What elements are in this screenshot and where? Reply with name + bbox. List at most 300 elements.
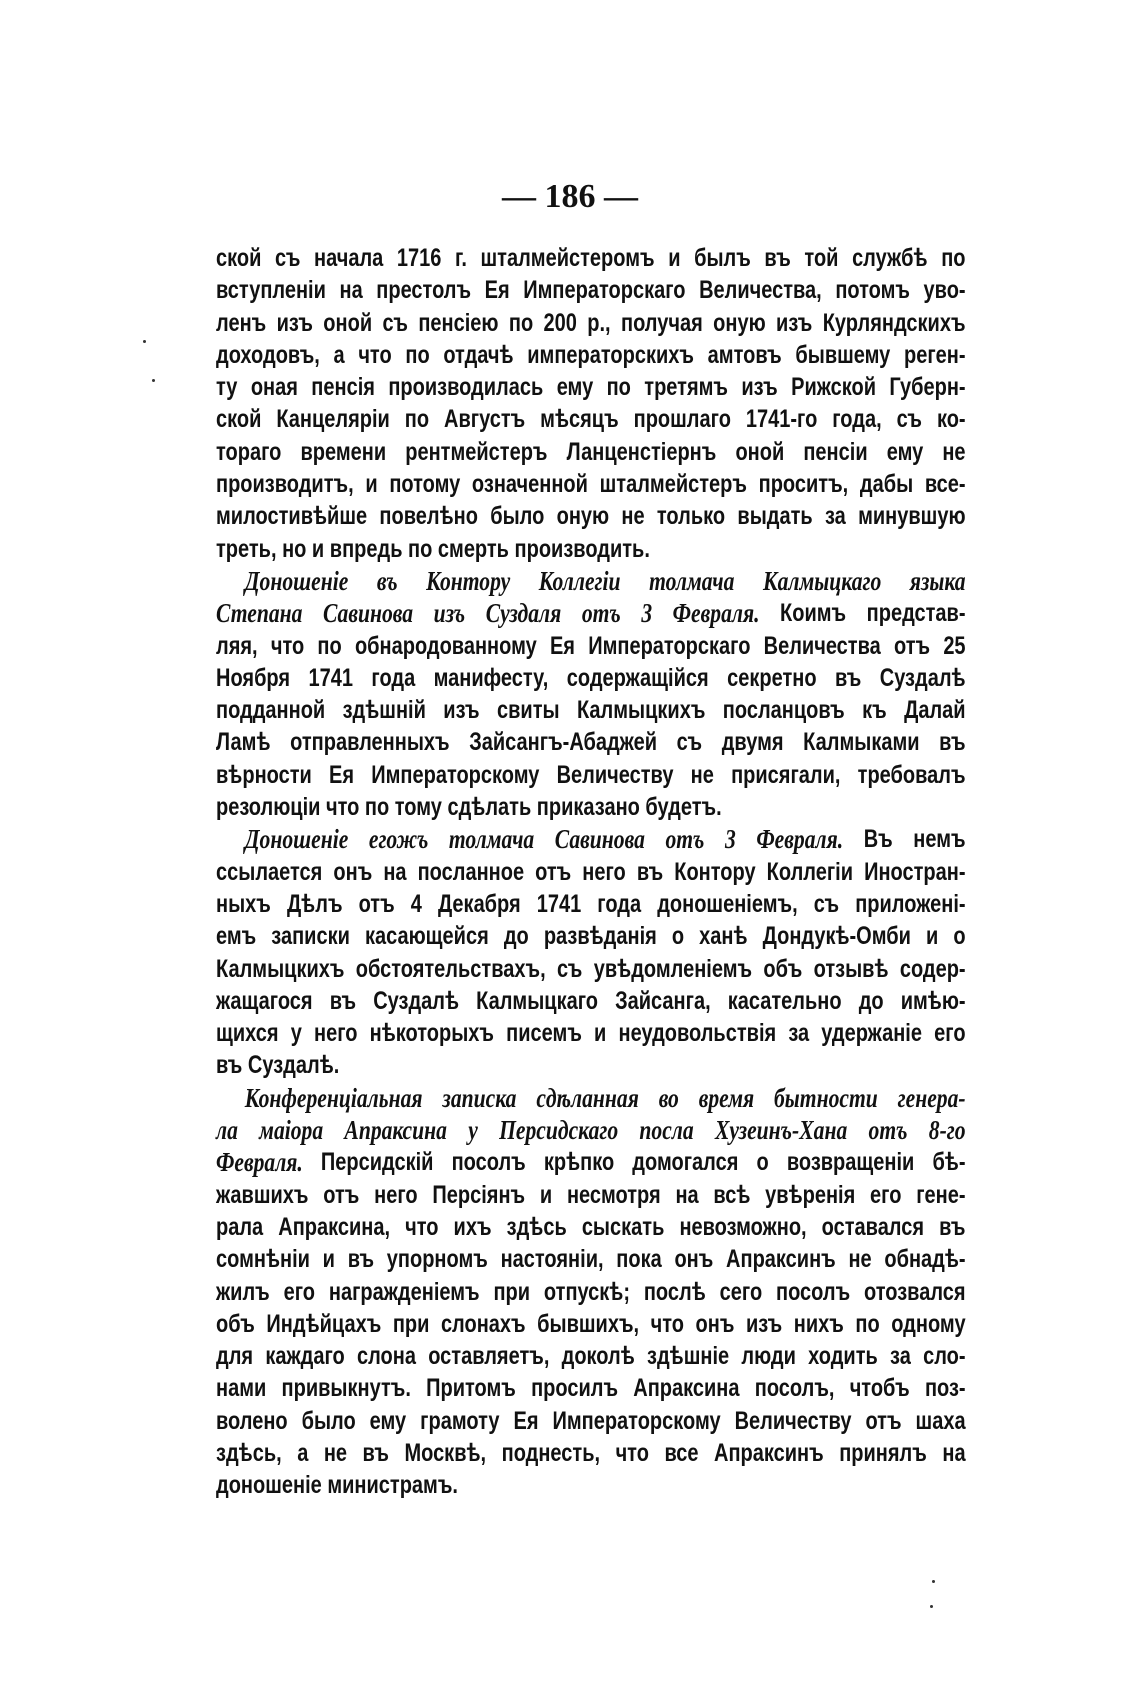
text-line-content [216, 1308, 966, 1340]
word: Савинова [554, 824, 645, 855]
word: нихъ [793, 1309, 844, 1338]
word: шталмейстеромъ [480, 244, 655, 272]
text-line-content [216, 726, 966, 758]
word: него [314, 1019, 358, 1048]
word: присягали, [731, 760, 841, 789]
scan-speck [143, 340, 146, 343]
word: возвращеніи [786, 1148, 915, 1177]
word: сыскать [581, 1212, 665, 1241]
word: бытности [774, 1082, 878, 1113]
word: оную [713, 308, 766, 337]
text-line-content [216, 500, 966, 532]
word: Коллегіи [538, 565, 621, 596]
text-line [216, 1372, 966, 1404]
word: награжденіемъ [328, 1277, 480, 1306]
word: всѣ [713, 1180, 751, 1209]
word: Калмыцкаго [476, 986, 598, 1015]
body-text-run: доношеніе министрамъ. [216, 1471, 458, 1500]
word: съ [676, 728, 703, 757]
word: отзывѣ [813, 954, 889, 983]
text-line-content [216, 242, 966, 274]
word: толмача [649, 565, 735, 596]
word: года [597, 889, 642, 918]
word: обстоятельствахъ, [355, 954, 546, 983]
word: изъ [776, 308, 813, 337]
word: бѣ- [932, 1148, 966, 1177]
text-line-content [245, 1082, 966, 1114]
word: 1716 [396, 244, 442, 272]
body-text [216, 242, 966, 1502]
word: Степана [216, 598, 303, 629]
text-line-content [216, 1405, 966, 1437]
word: онъ [674, 1245, 714, 1274]
word: Суздалѣ [373, 986, 460, 1015]
word: ему [886, 437, 924, 466]
word: шаха [915, 1406, 966, 1435]
word: съ [274, 244, 301, 272]
word: Ея [549, 631, 575, 660]
word: престолъ [376, 276, 472, 305]
word: домогался [632, 1148, 739, 1177]
text-line-content [216, 759, 966, 791]
word: во [658, 1082, 679, 1113]
word: сомнѣніи [216, 1245, 310, 1274]
word: оную [556, 502, 610, 531]
word: и [365, 470, 378, 499]
word: былъ [694, 244, 751, 272]
word: въ [834, 663, 862, 692]
word: чтобъ [849, 1374, 910, 1403]
text-line [216, 823, 966, 855]
word: по [405, 340, 430, 369]
text-line-content [216, 436, 966, 468]
word: по [855, 1309, 880, 1338]
word: его [283, 1277, 316, 1306]
word: жилъ [216, 1277, 270, 1306]
text-line [216, 500, 966, 532]
word: года, [832, 405, 882, 434]
word: отдачѣ [443, 340, 514, 369]
word: уво- [923, 276, 966, 305]
word: за [788, 1019, 810, 1048]
text-line-content [216, 1276, 966, 1308]
word: прошлаго [633, 405, 731, 434]
word: люди [741, 1342, 796, 1371]
text-line [216, 436, 966, 468]
word: приложені- [855, 889, 966, 918]
word: Императорскому [552, 1406, 721, 1435]
word: Февраля. [756, 824, 844, 855]
word: у [290, 1019, 302, 1048]
word: о [671, 922, 685, 951]
word: а [297, 1438, 309, 1467]
word: доходовъ, [216, 340, 320, 369]
word: маіора [259, 1115, 324, 1146]
word: двумя [721, 728, 784, 757]
word: онъ [333, 857, 373, 886]
word: пенсіи [803, 437, 868, 466]
word: ляя, [216, 631, 258, 660]
word: здѣсь, [216, 1438, 282, 1467]
word: что [650, 1309, 684, 1338]
word: 25 [943, 631, 966, 660]
word: изъ [443, 696, 480, 725]
word: неудовольствія [618, 1019, 777, 1048]
text-line-content [216, 920, 966, 952]
text-line-content [216, 791, 966, 823]
word: доношеніемъ, [657, 889, 798, 918]
word: отъ [868, 1115, 908, 1146]
word: время [698, 1082, 755, 1113]
text-line [216, 1114, 966, 1146]
text-line [216, 1437, 966, 1469]
text-line-content [216, 1017, 966, 1049]
text-line-content [216, 1437, 966, 1469]
word: получая [621, 308, 703, 337]
text-line [216, 662, 966, 694]
word: оной [323, 308, 373, 337]
word: ссылается [216, 857, 323, 886]
word: выдать [737, 502, 813, 531]
word: отъ [535, 857, 572, 886]
word: посла [639, 1115, 694, 1146]
word: Конференціальная [244, 1082, 423, 1113]
word: Императорскаго [523, 276, 686, 305]
word: посолъ, [754, 1374, 835, 1403]
word: рала [216, 1212, 264, 1241]
word: обнародованному [354, 631, 537, 660]
word: на [339, 276, 363, 305]
word: гене- [916, 1180, 966, 1209]
word: не [848, 1245, 872, 1274]
word: для [216, 1342, 254, 1371]
text-line [216, 1049, 966, 1081]
word: при [392, 1309, 430, 1338]
text-line-content [216, 1469, 966, 1501]
word: въ [939, 1212, 966, 1241]
word: ла [216, 1115, 238, 1146]
word: изъ [741, 373, 778, 402]
word: вступленіи [216, 276, 326, 305]
word: Ламѣ [216, 728, 271, 757]
text-line [216, 274, 966, 306]
word: Дѣлъ [286, 889, 343, 918]
word: все [664, 1438, 699, 1467]
word: Контору [426, 565, 511, 596]
word: крѣпко [543, 1148, 615, 1177]
word: свиты [496, 696, 560, 725]
word: только [656, 502, 726, 531]
text-line [216, 403, 966, 435]
text-line [216, 985, 966, 1017]
word: не [621, 502, 645, 531]
text-line-content [245, 565, 966, 597]
word: за [890, 1342, 911, 1371]
word: 1741-го [745, 405, 818, 434]
word: Императорскому [371, 760, 540, 789]
body-text-run: въ Суздалѣ. [216, 1051, 340, 1080]
word: одному [891, 1309, 966, 1338]
word: оная [250, 373, 298, 402]
word: жавшихъ [216, 1180, 309, 1209]
word: до [858, 986, 884, 1015]
word: Иностран- [864, 857, 966, 886]
text-line-content [216, 630, 966, 662]
word: Зайсанга, [615, 986, 711, 1015]
word: него [582, 857, 626, 886]
word: отъ [581, 598, 621, 629]
word: Ея [513, 1406, 539, 1435]
word: представ- [866, 599, 966, 628]
word: Апраксинъ [726, 1245, 836, 1274]
text-line [216, 242, 966, 274]
word: производилась [388, 373, 544, 402]
word: здѣшній [342, 696, 426, 725]
word: щихся [216, 1019, 279, 1048]
text-line [216, 1469, 966, 1501]
text-line [216, 856, 966, 888]
text-line-content [216, 1243, 966, 1275]
word: Ея [484, 276, 510, 305]
word: въ [939, 728, 966, 757]
word: отозвался [864, 1277, 966, 1306]
word: до [503, 922, 529, 951]
word: минувшую [858, 502, 966, 531]
word: въ [362, 1438, 389, 1467]
word: съ [556, 954, 583, 983]
text-line [216, 1179, 966, 1211]
word: оставался [821, 1212, 925, 1241]
scan-speck [930, 1605, 933, 1608]
word: отъ [358, 889, 395, 918]
word: Суздаля [485, 598, 562, 629]
word: отъ [323, 1180, 360, 1209]
word: его [870, 1180, 902, 1209]
word: съ [813, 889, 840, 918]
text-line-content [216, 597, 966, 629]
text-line-content [216, 274, 966, 306]
word: той [804, 244, 839, 272]
word: Канцеляріи [276, 405, 390, 434]
word: у [468, 1115, 478, 1146]
text-line [216, 888, 966, 920]
text-line-content [216, 1211, 966, 1243]
word: немъ [913, 825, 966, 854]
word: ихъ [453, 1212, 492, 1241]
word: Въ [863, 825, 893, 854]
text-line [216, 1340, 966, 1372]
word: поднесть, [501, 1438, 601, 1467]
word: секретно [727, 663, 817, 692]
body-text-run: резолюціи что по тому сдѣлать приказано будетъ. [216, 793, 722, 822]
word: касательно [727, 986, 842, 1015]
word: оставляетъ, [428, 1342, 550, 1371]
word: здѣсь [506, 1212, 567, 1241]
word: изъ [276, 308, 313, 337]
word: привыкнутъ. [281, 1374, 411, 1403]
text-line [216, 726, 966, 758]
word: 8-го [928, 1115, 966, 1146]
word: нѣкоторыхъ [369, 1019, 495, 1048]
word: реген- [903, 340, 966, 369]
word: объ [763, 954, 803, 983]
word: 1741 [308, 663, 353, 692]
word: Ланценстіернъ [566, 437, 717, 466]
word: Зайсангъ-Абаджей [469, 728, 658, 757]
word: что [270, 631, 305, 660]
word: Притомъ [426, 1374, 516, 1403]
text-line-content [216, 1179, 966, 1211]
word: онъ [695, 1309, 735, 1338]
word: несмотря [566, 1180, 661, 1209]
word: удержаніе [821, 1019, 922, 1048]
word: невозможно, [679, 1212, 807, 1241]
text-line [216, 339, 966, 371]
text-line [216, 694, 966, 726]
word: ныхъ [216, 889, 271, 918]
word: Доношеніе [244, 824, 349, 855]
word: посолъ [776, 1277, 851, 1306]
word: ленъ [216, 308, 267, 337]
word: Москвѣ, [404, 1438, 487, 1467]
word: отъ [893, 631, 931, 660]
text-line [216, 1211, 966, 1243]
word: настояніи, [500, 1245, 604, 1274]
word: Величеству [556, 760, 674, 789]
word: манифесту, [433, 663, 549, 692]
word: упорномъ [386, 1245, 488, 1274]
word: къ [862, 696, 887, 725]
word: что [405, 1212, 439, 1241]
word: по [317, 631, 342, 660]
word: что [358, 340, 392, 369]
word: Ея [329, 760, 355, 789]
word: увѣренія [765, 1180, 856, 1209]
text-line [216, 791, 966, 823]
word: на [383, 857, 407, 886]
word: было [490, 502, 545, 531]
text-line-content [216, 985, 966, 1017]
text-line [216, 1146, 966, 1178]
word: Персіянъ [432, 1180, 526, 1209]
word: не [690, 760, 714, 789]
scan-speck [152, 379, 155, 382]
word: Февраля. [216, 1147, 303, 1178]
word: содер- [899, 954, 966, 983]
word: сло- [923, 1342, 966, 1371]
word: егожъ [368, 824, 429, 855]
text-line-content [216, 371, 966, 403]
word: сего [719, 1277, 763, 1306]
word: отъ [865, 1406, 902, 1435]
word: Калмыцкихъ [576, 696, 706, 725]
body-text-run: треть, но и впредь по смерть производить. [216, 534, 650, 563]
word: милостивѣйше [216, 502, 368, 531]
word: Савинова [322, 598, 414, 629]
word: Рижской [791, 373, 877, 402]
word: Апраксина [633, 1374, 740, 1403]
word: генера- [897, 1082, 966, 1113]
text-line-content [216, 1146, 966, 1178]
text-line [216, 468, 966, 500]
word: развѣданія [543, 922, 657, 951]
text-line [216, 565, 966, 597]
word: слона [356, 1342, 416, 1371]
word: 1741 [536, 889, 582, 918]
word: языка [909, 565, 966, 596]
word: посланцовъ [722, 696, 845, 725]
text-line-content [216, 888, 966, 920]
word: императорскихъ [527, 340, 694, 369]
word: что [615, 1438, 649, 1467]
word: жащагося [216, 986, 313, 1015]
word: дабы [859, 470, 914, 499]
word: Губерн- [889, 373, 966, 402]
word: Контору [674, 857, 756, 886]
text-line [216, 759, 966, 791]
word: отъ [665, 824, 705, 855]
text-line-content [245, 823, 966, 855]
word: амтовъ [707, 340, 782, 369]
text-line [216, 1308, 966, 1340]
word: записка [442, 1082, 517, 1113]
word: все- [924, 470, 966, 499]
word: поз- [924, 1374, 966, 1403]
page-number: — 186 — [502, 178, 638, 215]
word: за [824, 502, 846, 531]
word: Февраля. [672, 598, 760, 629]
word: Доношеніе [244, 565, 349, 596]
text-line [216, 371, 966, 403]
text-line [216, 533, 966, 565]
text-line [216, 953, 966, 985]
word: имѣю- [900, 986, 966, 1015]
word: въ [329, 986, 357, 1015]
scan-speck [932, 1580, 935, 1583]
word: службѣ [852, 244, 928, 272]
word: Дондукѣ-Омби [762, 922, 911, 951]
word: писемъ [506, 1019, 582, 1048]
word: потомъ [835, 276, 910, 305]
word: посолъ [451, 1148, 526, 1177]
word: волено [216, 1406, 288, 1435]
word: въ [764, 244, 791, 272]
word: въ [347, 1245, 375, 1274]
word: тораго [216, 437, 282, 466]
word: ханѣ [699, 922, 748, 951]
text-line-content [216, 1049, 966, 1081]
word: р., [587, 308, 611, 337]
word: пенсіею [418, 308, 499, 337]
word: Апраксина, [278, 1212, 391, 1241]
word: него [374, 1180, 418, 1209]
word: толмача [448, 824, 535, 855]
word: по [606, 373, 631, 402]
word: Коимъ [780, 599, 847, 628]
text-line-content [216, 694, 966, 726]
word: 3 [641, 598, 653, 629]
word: производитъ, [216, 470, 354, 499]
word: ской [216, 405, 262, 434]
word: было [301, 1406, 356, 1435]
word: 4 [410, 889, 422, 918]
word: Калмыцкаго [762, 565, 882, 596]
word: увѣдомленіемъ [593, 954, 753, 983]
word: проситъ, [758, 470, 849, 499]
word: третямъ [644, 373, 728, 402]
word: Императорскаго [588, 631, 751, 660]
word: сдѣланная [536, 1082, 639, 1113]
